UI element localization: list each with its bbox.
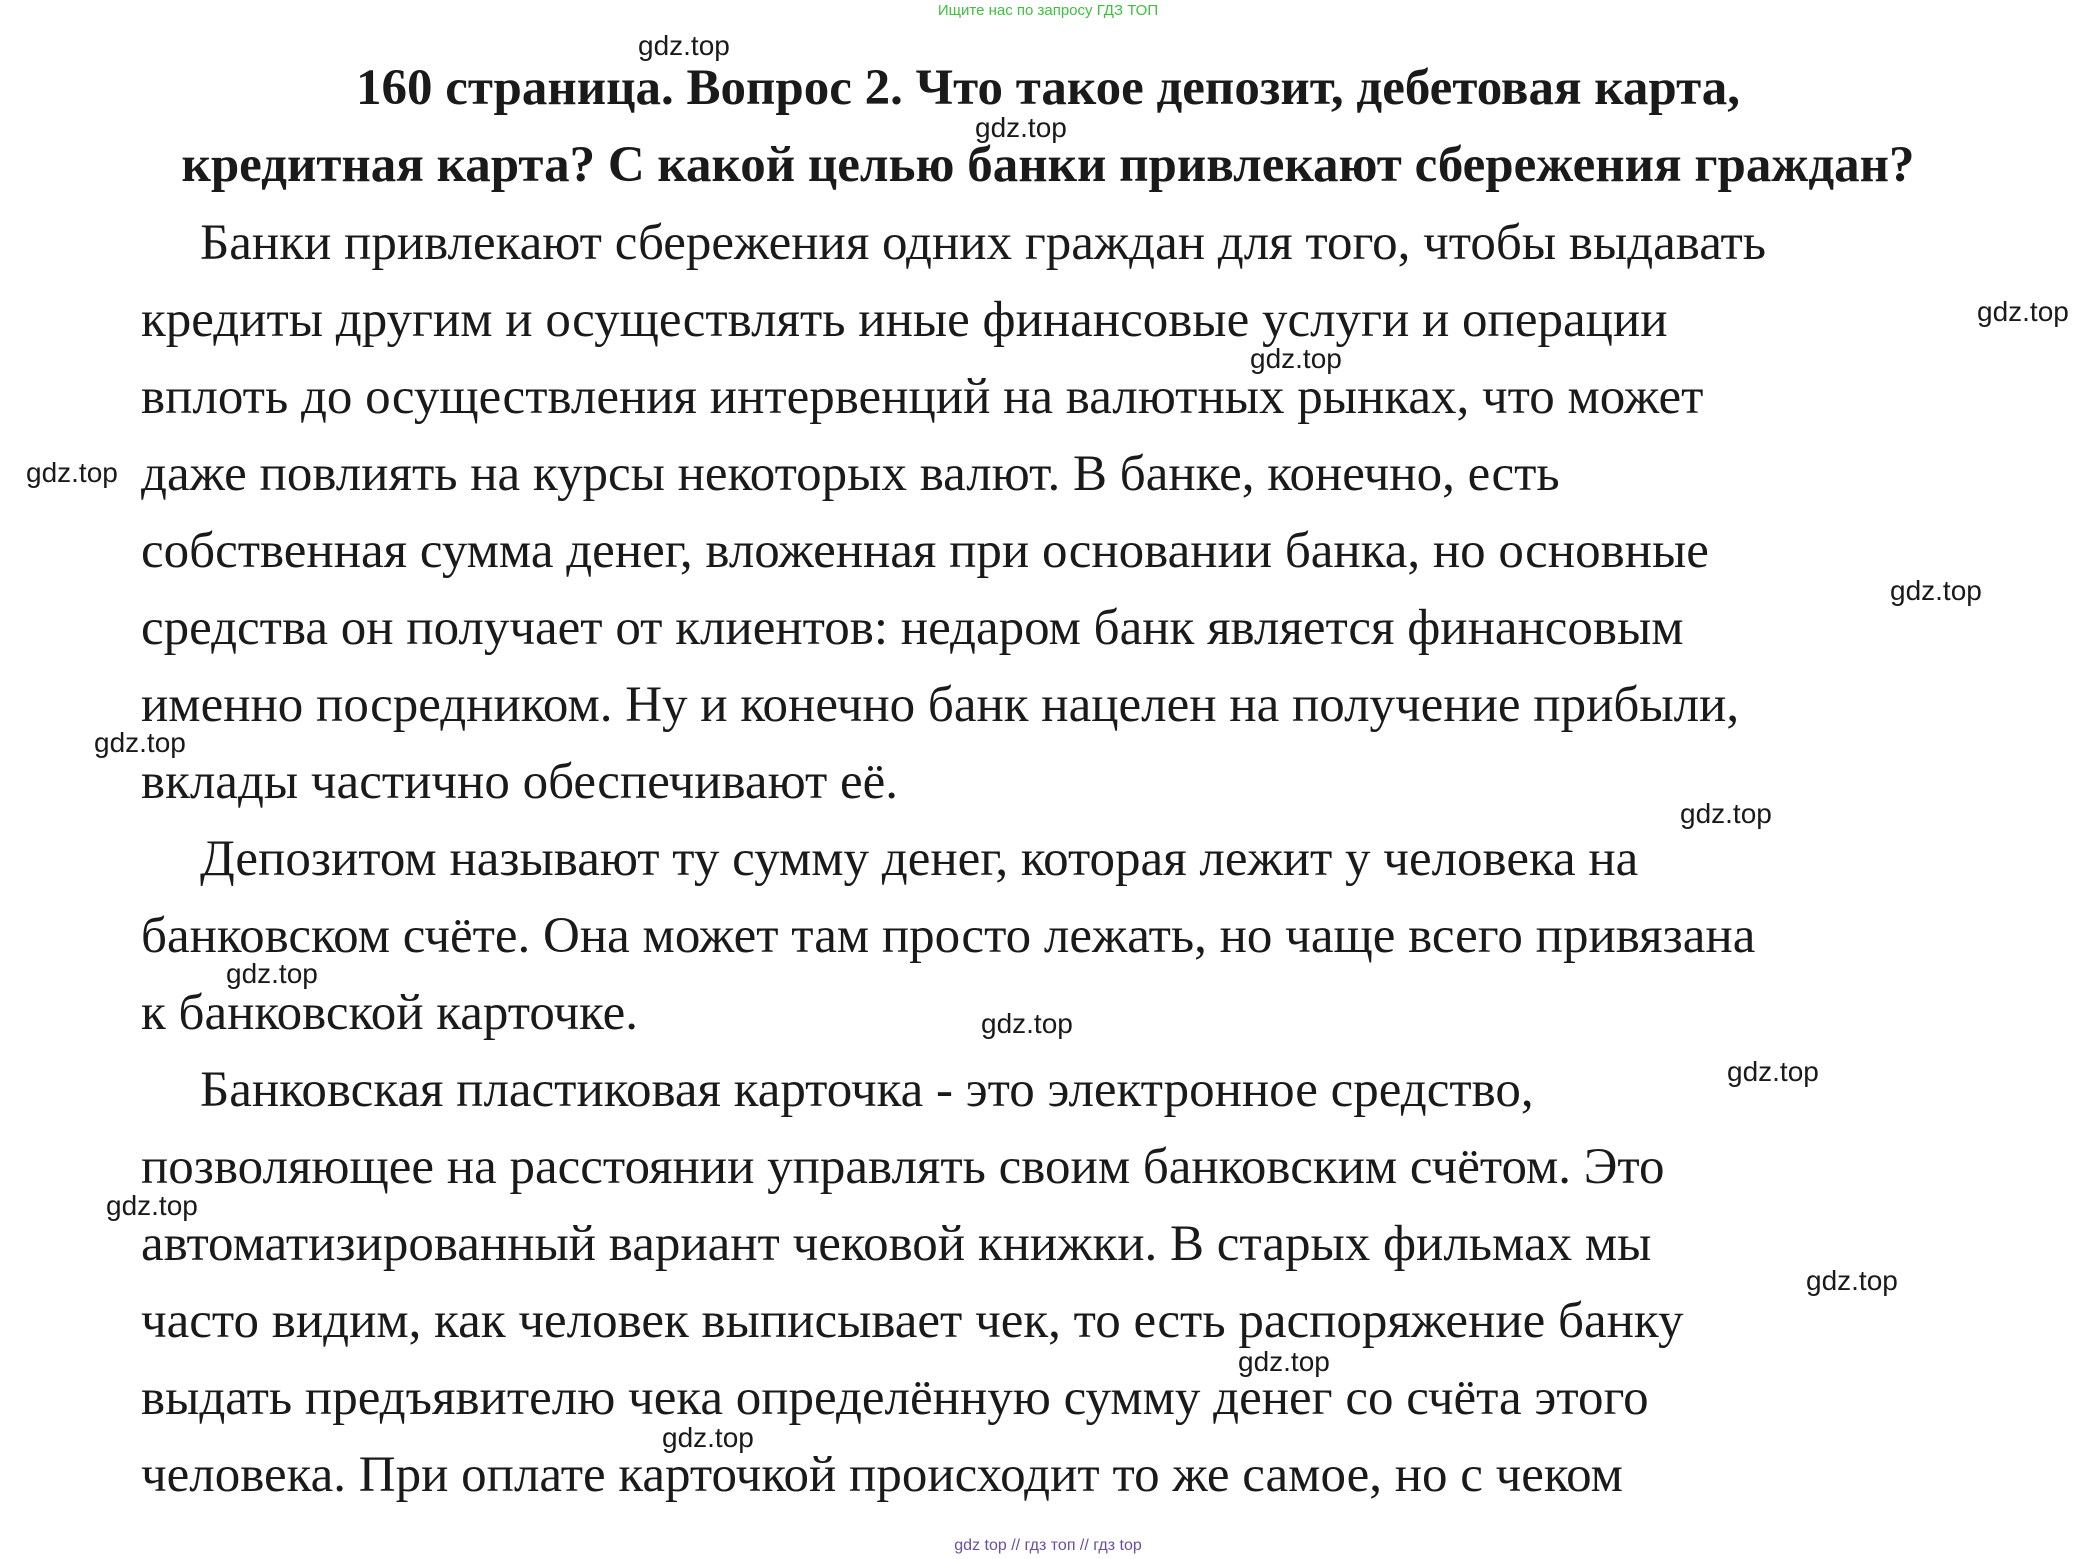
top-banner: Ищите нас по запросу ГДЗ ТОП: [937, 2, 1159, 19]
text-line: даже повлиять на курсы некоторых валют. В банке, конечно, есть: [141, 446, 1560, 502]
text-line: к банковской карточке.: [141, 985, 639, 1041]
footer: gdz top // гдз топ // гдз top: [954, 1537, 1142, 1554]
text-line: вклады частично обеспечивают её.: [141, 754, 899, 810]
watermark: gdz.top: [1806, 1265, 1898, 1296]
text-line: автоматизированный вариант чековой книжки. В старых фильмах мы: [141, 1216, 1652, 1272]
text-line: Банки привлекают сбережения одних граждан для того, чтобы выдавать: [200, 215, 1767, 271]
text-line: выдать предъявителю чека определённую сумму денег со счёта этого: [141, 1370, 1649, 1426]
page-title-line-2: кредитная карта? С какой целью банки привлекают сбережения граждан?: [181, 137, 1915, 193]
text-line: средства он получает от клиентов: недаром банк является финансовым: [141, 600, 1684, 656]
watermark: gdz.top: [975, 112, 1067, 143]
watermark: gdz.top: [981, 1008, 1073, 1039]
watermark: gdz.top: [662, 1422, 754, 1453]
watermark: gdz.top: [1250, 343, 1342, 374]
text-line: кредиты другим и осуществлять иные финансовые услуги и операции: [141, 292, 1668, 348]
watermark: gdz.top: [1680, 798, 1772, 829]
watermark: gdz.top: [638, 30, 730, 61]
watermark: gdz.top: [26, 457, 118, 488]
watermark: gdz.top: [1238, 1346, 1330, 1377]
text-line: Депозитом называют ту сумму денег, которая лежит у человека на: [200, 831, 1639, 887]
watermark: gdz.top: [1977, 296, 2069, 327]
text-line: собственная сумма денег, вложенная при основании банка, но основные: [141, 523, 1709, 579]
page-title-line-1: 160 страница. Вопрос 2. Что такое депозит, дебетовая карта,: [355, 60, 1741, 116]
text-line: банковском счёте. Она может там просто лежать, но чаще всего привязана: [141, 908, 1756, 964]
watermark: gdz.top: [1890, 575, 1982, 606]
watermark: gdz.top: [1727, 1056, 1819, 1087]
text-line: Банковская пластиковая карточка - это электронное средство,: [200, 1062, 1534, 1118]
text-line: именно посредником. Ну и конечно банк нацелен на получение прибыли,: [141, 677, 1740, 733]
text-line: человека. При оплате карточкой происходит то же самое, но с чеком: [141, 1447, 1623, 1503]
watermark: gdz.top: [106, 1190, 198, 1221]
text-line: позволяющее на расстоянии управлять своим банковским счётом. Это: [141, 1139, 1665, 1195]
text-line: вплоть до осуществления интервенций на валютных рынках, что может: [141, 369, 1704, 425]
text-line: часто видим, как человек выписывает чек, то есть распоряжение банку: [141, 1293, 1684, 1349]
watermark: gdz.top: [94, 727, 186, 758]
watermark: gdz.top: [226, 958, 318, 989]
